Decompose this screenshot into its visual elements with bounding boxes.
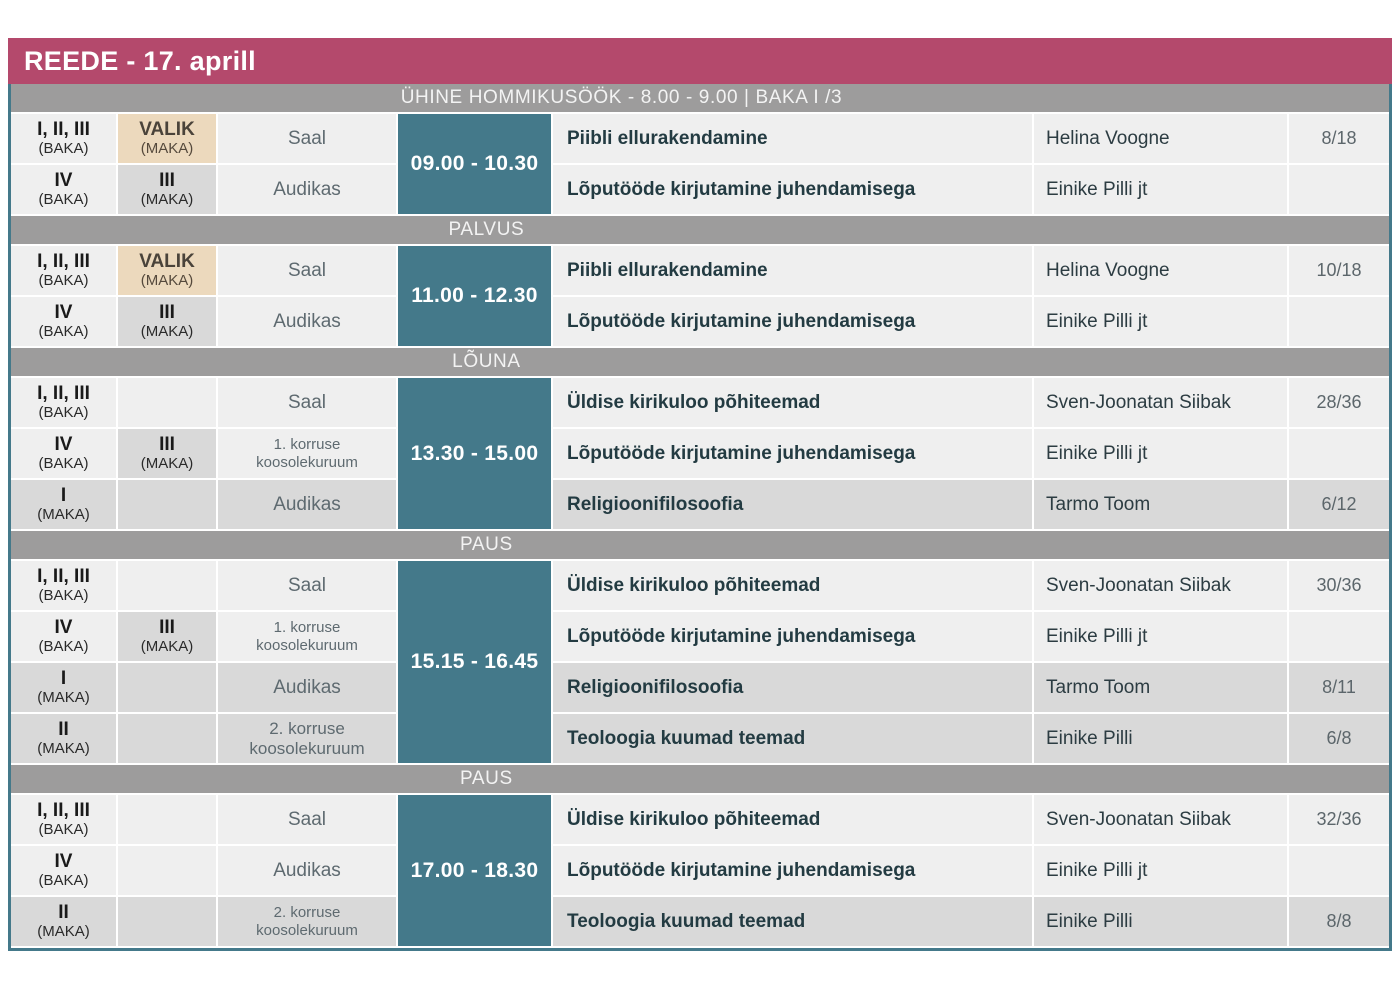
track-sublabel: (MAKA) bbox=[140, 190, 194, 208]
group-label: IV bbox=[54, 170, 73, 192]
group-label: IV bbox=[54, 434, 73, 456]
track-label: III bbox=[159, 302, 175, 324]
section-banner-paus-2 bbox=[11, 765, 1389, 793]
room-cell: Audikas bbox=[218, 165, 396, 214]
group-sublabel: (BAKA) bbox=[38, 454, 89, 472]
group-cell bbox=[11, 846, 116, 895]
teacher-cell: Einike Pilli bbox=[1034, 897, 1287, 946]
track-sublabel: (MAKA) bbox=[140, 322, 194, 340]
track-cell bbox=[118, 795, 216, 844]
group-sublabel: (MAKA) bbox=[37, 505, 90, 523]
room-cell: Saal bbox=[218, 246, 396, 295]
course-cell: Üldise kirikuloo põhiteemad bbox=[553, 378, 1032, 427]
teacher-cell: Sven-Joonatan Siibak bbox=[1034, 561, 1287, 610]
group-label: I, II, III bbox=[37, 566, 90, 588]
group-sublabel: (BAKA) bbox=[38, 637, 89, 655]
room-cell: Audikas bbox=[218, 297, 396, 346]
group-cell bbox=[11, 795, 116, 844]
track-sublabel: (MAKA) bbox=[140, 139, 194, 157]
group-cell bbox=[11, 378, 116, 427]
track-cell bbox=[118, 378, 216, 427]
group-sublabel: (MAKA) bbox=[37, 739, 90, 757]
track-label: III bbox=[159, 434, 175, 456]
group-cell bbox=[11, 612, 116, 661]
teacher-cell: Sven-Joonatan Siibak bbox=[1034, 378, 1287, 427]
group-label: I, II, III bbox=[37, 383, 90, 405]
section-banner-paus-1 bbox=[11, 531, 1389, 559]
time-block-0900 bbox=[11, 114, 1389, 214]
room-cell: Saal bbox=[218, 114, 396, 163]
group-label: II bbox=[58, 719, 69, 741]
group-cell bbox=[11, 429, 116, 478]
course-cell: Lõputööde kirjutamine juhendamisega bbox=[553, 297, 1032, 346]
track-cell bbox=[118, 561, 216, 610]
course-cell: Religioonifilosoofia bbox=[553, 663, 1032, 712]
count-cell bbox=[1289, 429, 1389, 478]
group-sublabel: (BAKA) bbox=[38, 139, 89, 157]
track-label: III bbox=[159, 617, 175, 639]
count-cell: 28/36 bbox=[1289, 378, 1389, 427]
group-sublabel: (BAKA) bbox=[38, 820, 89, 838]
teacher-cell: Helina Voogne bbox=[1034, 114, 1287, 163]
group-label: I, II, III bbox=[37, 800, 90, 822]
teacher-cell: Tarmo Toom bbox=[1034, 663, 1287, 712]
course-cell: Üldise kirikuloo põhiteemad bbox=[553, 795, 1032, 844]
group-cell bbox=[11, 561, 116, 610]
course-cell: Teoloogia kuumad teemad bbox=[553, 897, 1032, 946]
course-cell: Lõputööde kirjutamine juhendamisega bbox=[553, 846, 1032, 895]
schedule-table bbox=[8, 38, 1392, 951]
count-cell bbox=[1289, 612, 1389, 661]
group-label: I, II, III bbox=[37, 251, 90, 273]
track-cell bbox=[118, 480, 216, 529]
group-cell bbox=[11, 114, 116, 163]
track-sublabel: (MAKA) bbox=[140, 271, 194, 289]
track-cell bbox=[118, 297, 216, 346]
count-cell bbox=[1289, 165, 1389, 214]
count-cell bbox=[1289, 846, 1389, 895]
group-label: IV bbox=[54, 617, 73, 639]
time-cell: 17.00 - 18.30 bbox=[398, 795, 551, 946]
group-cell bbox=[11, 480, 116, 529]
course-cell: Üldise kirikuloo põhiteemad bbox=[553, 561, 1032, 610]
track-cell bbox=[118, 114, 216, 163]
group-label: II bbox=[58, 902, 69, 924]
time-cell: 09.00 - 10.30 bbox=[398, 114, 551, 214]
track-label: III bbox=[159, 170, 175, 192]
group-cell bbox=[11, 165, 116, 214]
time-cell: 15.15 - 16.45 bbox=[398, 561, 551, 763]
schedule-body bbox=[8, 84, 1392, 951]
track-label: VALIK bbox=[139, 251, 195, 273]
header-bar bbox=[8, 38, 1392, 84]
count-cell: 32/36 bbox=[1289, 795, 1389, 844]
group-label: I, II, III bbox=[37, 119, 90, 141]
time-cell: 11.00 - 12.30 bbox=[398, 246, 551, 346]
teacher-cell: Einike Pilli jt bbox=[1034, 165, 1287, 214]
group-cell bbox=[11, 297, 116, 346]
room-cell: Saal bbox=[218, 561, 396, 610]
day-title: REEDE - 17. aprill bbox=[24, 45, 256, 76]
track-cell bbox=[118, 246, 216, 295]
room-cell: 1. korruse koosolekuruum bbox=[218, 429, 396, 478]
group-label: IV bbox=[54, 302, 73, 324]
group-sublabel: (BAKA) bbox=[38, 403, 89, 421]
time-cell: 13.30 - 15.00 bbox=[398, 378, 551, 529]
track-label: VALIK bbox=[139, 119, 195, 141]
course-cell: Lõputööde kirjutamine juhendamisega bbox=[553, 612, 1032, 661]
room-cell: Audikas bbox=[218, 846, 396, 895]
time-block-1100 bbox=[11, 246, 1389, 346]
teacher-cell: Tarmo Toom bbox=[1034, 480, 1287, 529]
breakfast-banner bbox=[11, 84, 1389, 112]
room-cell: Audikas bbox=[218, 480, 396, 529]
room-cell: 1. korruse koosolekuruum bbox=[218, 612, 396, 661]
group-label: I bbox=[60, 668, 67, 690]
section-banner-label: PALVUS bbox=[448, 219, 525, 240]
count-cell: 8/8 bbox=[1289, 897, 1389, 946]
course-cell: Teoloogia kuumad teemad bbox=[553, 714, 1032, 763]
group-sublabel: (BAKA) bbox=[38, 871, 89, 889]
teacher-cell: Einike Pilli jt bbox=[1034, 429, 1287, 478]
time-block-1330 bbox=[11, 378, 1389, 529]
group-cell bbox=[11, 714, 116, 763]
group-sublabel: (MAKA) bbox=[37, 922, 90, 940]
breakfast-banner-label: ÜHINE HOMMIKUSÖÖK - 8.00 - 9.00 | BAKA I /3 bbox=[400, 87, 843, 108]
teacher-cell: Einike Pilli jt bbox=[1034, 297, 1287, 346]
group-sublabel: (BAKA) bbox=[38, 586, 89, 604]
count-cell: 10/18 bbox=[1289, 246, 1389, 295]
teacher-cell: Einike Pilli jt bbox=[1034, 846, 1287, 895]
track-cell bbox=[118, 429, 216, 478]
track-cell bbox=[118, 612, 216, 661]
group-sublabel: (MAKA) bbox=[37, 688, 90, 706]
course-cell: Lõputööde kirjutamine juhendamisega bbox=[553, 429, 1032, 478]
teacher-cell: Helina Voogne bbox=[1034, 246, 1287, 295]
teacher-cell: Einike Pilli jt bbox=[1034, 612, 1287, 661]
group-sublabel: (BAKA) bbox=[38, 271, 89, 289]
track-cell bbox=[118, 897, 216, 946]
group-cell bbox=[11, 897, 116, 946]
count-cell bbox=[1289, 297, 1389, 346]
group-label: IV bbox=[54, 851, 73, 873]
count-cell: 8/18 bbox=[1289, 114, 1389, 163]
teacher-cell: Sven-Joonatan Siibak bbox=[1034, 795, 1287, 844]
track-cell bbox=[118, 714, 216, 763]
track-sublabel: (MAKA) bbox=[140, 637, 194, 655]
section-banner-label: PAUS bbox=[460, 534, 513, 555]
room-cell: 2. korruse koosolekuruum bbox=[218, 714, 396, 763]
room-cell: 2. korruse koosolekuruum bbox=[218, 897, 396, 946]
room-cell: Saal bbox=[218, 795, 396, 844]
section-banner-label: LÕUNA bbox=[452, 351, 521, 372]
section-banner-label: PAUS bbox=[460, 768, 513, 789]
track-cell bbox=[118, 846, 216, 895]
course-cell: Piibli ellurakendamine bbox=[553, 114, 1032, 163]
track-cell bbox=[118, 663, 216, 712]
course-cell: Lõputööde kirjutamine juhendamisega bbox=[553, 165, 1032, 214]
count-cell: 30/36 bbox=[1289, 561, 1389, 610]
teacher-cell: Einike Pilli bbox=[1034, 714, 1287, 763]
count-cell: 8/11 bbox=[1289, 663, 1389, 712]
group-label: I bbox=[60, 485, 67, 507]
time-block-1515 bbox=[11, 561, 1389, 763]
group-cell bbox=[11, 246, 116, 295]
group-sublabel: (BAKA) bbox=[38, 322, 89, 340]
section-banner-palvus bbox=[11, 216, 1389, 244]
group-cell bbox=[11, 663, 116, 712]
count-cell: 6/12 bbox=[1289, 480, 1389, 529]
section-banner-louna bbox=[11, 348, 1389, 376]
group-sublabel: (BAKA) bbox=[38, 190, 89, 208]
course-cell: Piibli ellurakendamine bbox=[553, 246, 1032, 295]
count-cell: 6/8 bbox=[1289, 714, 1389, 763]
room-cell: Saal bbox=[218, 378, 396, 427]
track-sublabel: (MAKA) bbox=[140, 454, 194, 472]
course-cell: Religioonifilosoofia bbox=[553, 480, 1032, 529]
track-cell bbox=[118, 165, 216, 214]
time-block-1700 bbox=[11, 795, 1389, 946]
room-cell: Audikas bbox=[218, 663, 396, 712]
